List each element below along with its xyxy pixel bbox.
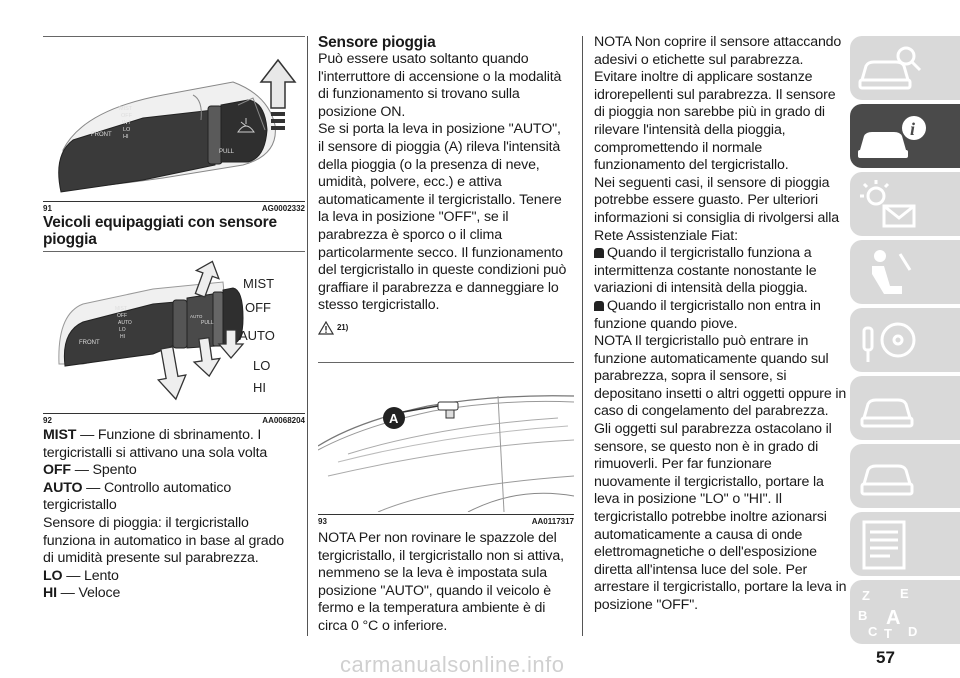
sidebar-tab-emergency[interactable] bbox=[850, 376, 960, 440]
fig92-arrow-hi bbox=[153, 345, 190, 401]
car-service-icon bbox=[850, 444, 930, 508]
figure-93-windshield-sensor bbox=[318, 366, 574, 512]
sidebar-tab-index[interactable] bbox=[850, 580, 960, 644]
col3-paragraph-1: NOTA Non coprire il sensore attaccando adesivi o etichette sul parabrezza. Evitare inoltre di applicare sostanze idrorepellenti sul parabrezza. Il sensore di pioggia non sarebbe più in grado di rilevare l'intensità della pioggia, compromettendo il normale funzionamento del tergicristallo. bbox=[594, 34, 842, 174]
car-search-icon bbox=[850, 36, 930, 100]
fig92-callout-auto: AUTO bbox=[239, 328, 275, 343]
def-lo bbox=[43, 568, 295, 586]
fig91-switch-front: FRONT bbox=[91, 132, 112, 138]
alphabetical-index-icon bbox=[850, 580, 930, 644]
warning-light-envelope-icon bbox=[850, 172, 930, 236]
index-letter: A bbox=[886, 607, 901, 629]
def-desc: — Controllo automatico tergicristallo bbox=[43, 479, 232, 514]
figure-92-wiper-lever-auto bbox=[43, 254, 305, 410]
fig92-callout-hi: HI bbox=[253, 380, 266, 395]
def-mist bbox=[43, 427, 295, 462]
def-desc: — Veloce bbox=[56, 585, 121, 602]
figure-93-code: AA0117317 bbox=[531, 517, 574, 526]
seat-airbag-icon bbox=[850, 240, 930, 304]
def-term: MIST bbox=[43, 427, 77, 443]
figure-93-number: 93 bbox=[318, 517, 327, 526]
bullet-icon bbox=[594, 301, 604, 311]
index-letter: D bbox=[908, 624, 918, 639]
def-term: LO bbox=[43, 567, 63, 584]
col2-paragraph-2: Se si porta la leva in posizione "AUTO", il sensore di pioggia (A) rileva l'intensità della pioggia (o la presenza di neve, umidità, polvere, ecc.) e attiva automaticamente il tergicristallo. Tenere la leva in posizione "OFF", se il parabrezza è sporco o il clima particolarmente secco. Il funzionamento del tergicristallo in queste condizioni può graffiare il parabrezza e danneggiare lo stesso tergicristallo. bbox=[318, 121, 567, 314]
warning-reference-number: 21) bbox=[337, 322, 349, 332]
figure-93-caption bbox=[318, 514, 574, 526]
car-breakdown-icon bbox=[850, 376, 930, 440]
index-letter: Z bbox=[862, 588, 870, 603]
fig92-top-rule bbox=[43, 251, 305, 252]
fig92-switch-front: FRONT bbox=[79, 340, 100, 346]
figure-91-number: 91 bbox=[43, 204, 52, 213]
watermark: carmanualsonline.info bbox=[340, 652, 565, 677]
fig92-callout-mist: MIST bbox=[243, 276, 275, 291]
def-term: HI bbox=[43, 585, 57, 602]
column-1 bbox=[43, 214, 295, 248]
figure-91-caption bbox=[43, 201, 305, 213]
index-letter: T bbox=[884, 626, 892, 641]
fig92-callout-off: OFF bbox=[245, 300, 271, 315]
svg-text:i: i bbox=[910, 119, 916, 139]
column-divider-2 bbox=[582, 36, 583, 636]
figure-91-wiper-lever bbox=[43, 40, 305, 198]
col3-paragraph-2: Nei seguenti casi, il sensore di pioggia potrebbe essere guasto. Per ulteriori informazioni si consiglia di rivolgersi alla Rete Assistenziale Fiat: bbox=[594, 174, 839, 244]
fig93-sensor-callout: A bbox=[389, 411, 399, 426]
sidebar-tab-car-search[interactable] bbox=[850, 36, 960, 100]
fig92-switch-pull: PULL bbox=[201, 320, 214, 326]
sidebar-tab-technical-data[interactable] bbox=[850, 512, 960, 576]
col3-bullet-1 bbox=[594, 245, 848, 298]
col2-note bbox=[318, 530, 570, 636]
column-2 bbox=[318, 34, 570, 337]
fig92-switch-auto: AUTO bbox=[118, 320, 132, 326]
def-hi bbox=[43, 585, 295, 603]
fig92-callout-lo: LO bbox=[253, 358, 271, 373]
col1-heading: Veicoli equipaggiati con sensore pioggia bbox=[43, 214, 277, 248]
figure-92-number: 92 bbox=[43, 416, 52, 425]
column-divider-1 bbox=[307, 36, 308, 636]
col3-paragraph-3: NOTA Il tergicristallo può entrare in funzione automaticamente quando sul parabrezza, sopra il sensore, si depositano insetti o altri oggetti oppure in caso di congelamento del parabrezza. Gli oggetti sul parabrezza ostacolano il sensore, se questo non è in grado di rimuoverli. Per far funzionare nuovamente il tergicristallo, portare la leva in posizione "LO" o "HI". Il tergicristallo potrebbe inoltre azionarsi automaticamente a causa di onde elettromagnetiche o dell'esposizione diretta all'intensa luce del sole. Per arrestare il tergicristallo, portare la leva in posizione "OFF". bbox=[594, 333, 847, 613]
fig92-switch-off: OFF bbox=[117, 313, 127, 319]
sidebar-tab-starting-driving[interactable] bbox=[850, 308, 960, 372]
def-desc: — Spento bbox=[70, 462, 137, 479]
col1-definitions bbox=[43, 427, 295, 603]
fig91-switch-lo: LO bbox=[123, 127, 131, 133]
fig91-switch-hi: HI bbox=[123, 134, 129, 140]
figure-92-code: AA0068204 bbox=[262, 416, 305, 425]
fig91-switch-pull: PULL bbox=[219, 149, 235, 155]
col2-paragraph-3: NOTA Per non rovinare le spazzole del tergicristallo, il tergicristallo non si attiva, nemmeno se la leva è impostata sula posizione "AUTO", quando il veicolo è fermo e la temperatura ambiente è di circa 0 °C o inferiore. bbox=[318, 530, 564, 634]
page-number: 57 bbox=[876, 648, 895, 667]
sidebar-tab-maintenance[interactable] bbox=[850, 444, 960, 508]
column-3 bbox=[594, 34, 848, 615]
fig92-switch-auto-ring: AUTO bbox=[190, 314, 203, 319]
col3-bullet-2 bbox=[594, 298, 848, 333]
fig92-switch-hi: HI bbox=[120, 334, 125, 340]
warning-reference bbox=[318, 319, 570, 337]
fig91-switch-int: INT bbox=[122, 120, 131, 126]
technical-data-list-icon bbox=[850, 512, 930, 576]
col2-paragraph-1: Può essere usato soltanto quando l'interruttore di accensione o la modalità di funzionamento si trovano sulla posizione ON. bbox=[318, 51, 562, 120]
def-auto bbox=[43, 480, 295, 515]
sidebar-tab-seat-airbag[interactable] bbox=[850, 240, 960, 304]
top-rule bbox=[43, 36, 305, 37]
fig92-switch-lo: LO bbox=[119, 327, 126, 333]
index-letter: B bbox=[858, 608, 868, 623]
figure-92-caption bbox=[43, 413, 305, 425]
col2-heading: Sensore pioggia bbox=[318, 34, 436, 51]
fig92-switch-mist: MIST bbox=[115, 306, 127, 312]
rain-sensor-paragraph: Sensore di pioggia: il tergicristallo funziona in automatico in base al grado di umidità presente sul parabrezza. bbox=[43, 514, 285, 567]
def-term: AUTO bbox=[43, 479, 83, 496]
sidebar-tab-warning-lights[interactable] bbox=[850, 172, 960, 236]
def-desc: — Funzione di sbrinamento. I tergicristalli si attivano una sola volta bbox=[43, 427, 268, 461]
car-info-icon bbox=[850, 104, 930, 168]
fig91-switch-off: OFF bbox=[121, 113, 132, 119]
index-letter: C bbox=[868, 624, 878, 639]
warning-triangle-icon bbox=[318, 321, 334, 335]
index-letter: E bbox=[900, 586, 909, 601]
def-term: OFF bbox=[43, 462, 71, 479]
bullet-text: Quando il tergicristallo non entra in funzione quando piove. bbox=[594, 297, 821, 332]
key-steering-wheel-icon bbox=[850, 308, 930, 372]
fig93-top-rule bbox=[318, 362, 574, 363]
bullet-icon bbox=[594, 248, 604, 258]
def-off bbox=[43, 462, 295, 480]
figure-91-code: AG0002332 bbox=[261, 204, 305, 213]
sidebar-tab-car-info[interactable] bbox=[850, 104, 960, 168]
def-desc: — Lento bbox=[62, 567, 119, 584]
fig91-switch-mist: MIST bbox=[119, 106, 133, 112]
bullet-text: Quando il tergicristallo funziona a intermittenza costante nonostante le variazioni di intensità della pioggia. bbox=[594, 245, 817, 297]
